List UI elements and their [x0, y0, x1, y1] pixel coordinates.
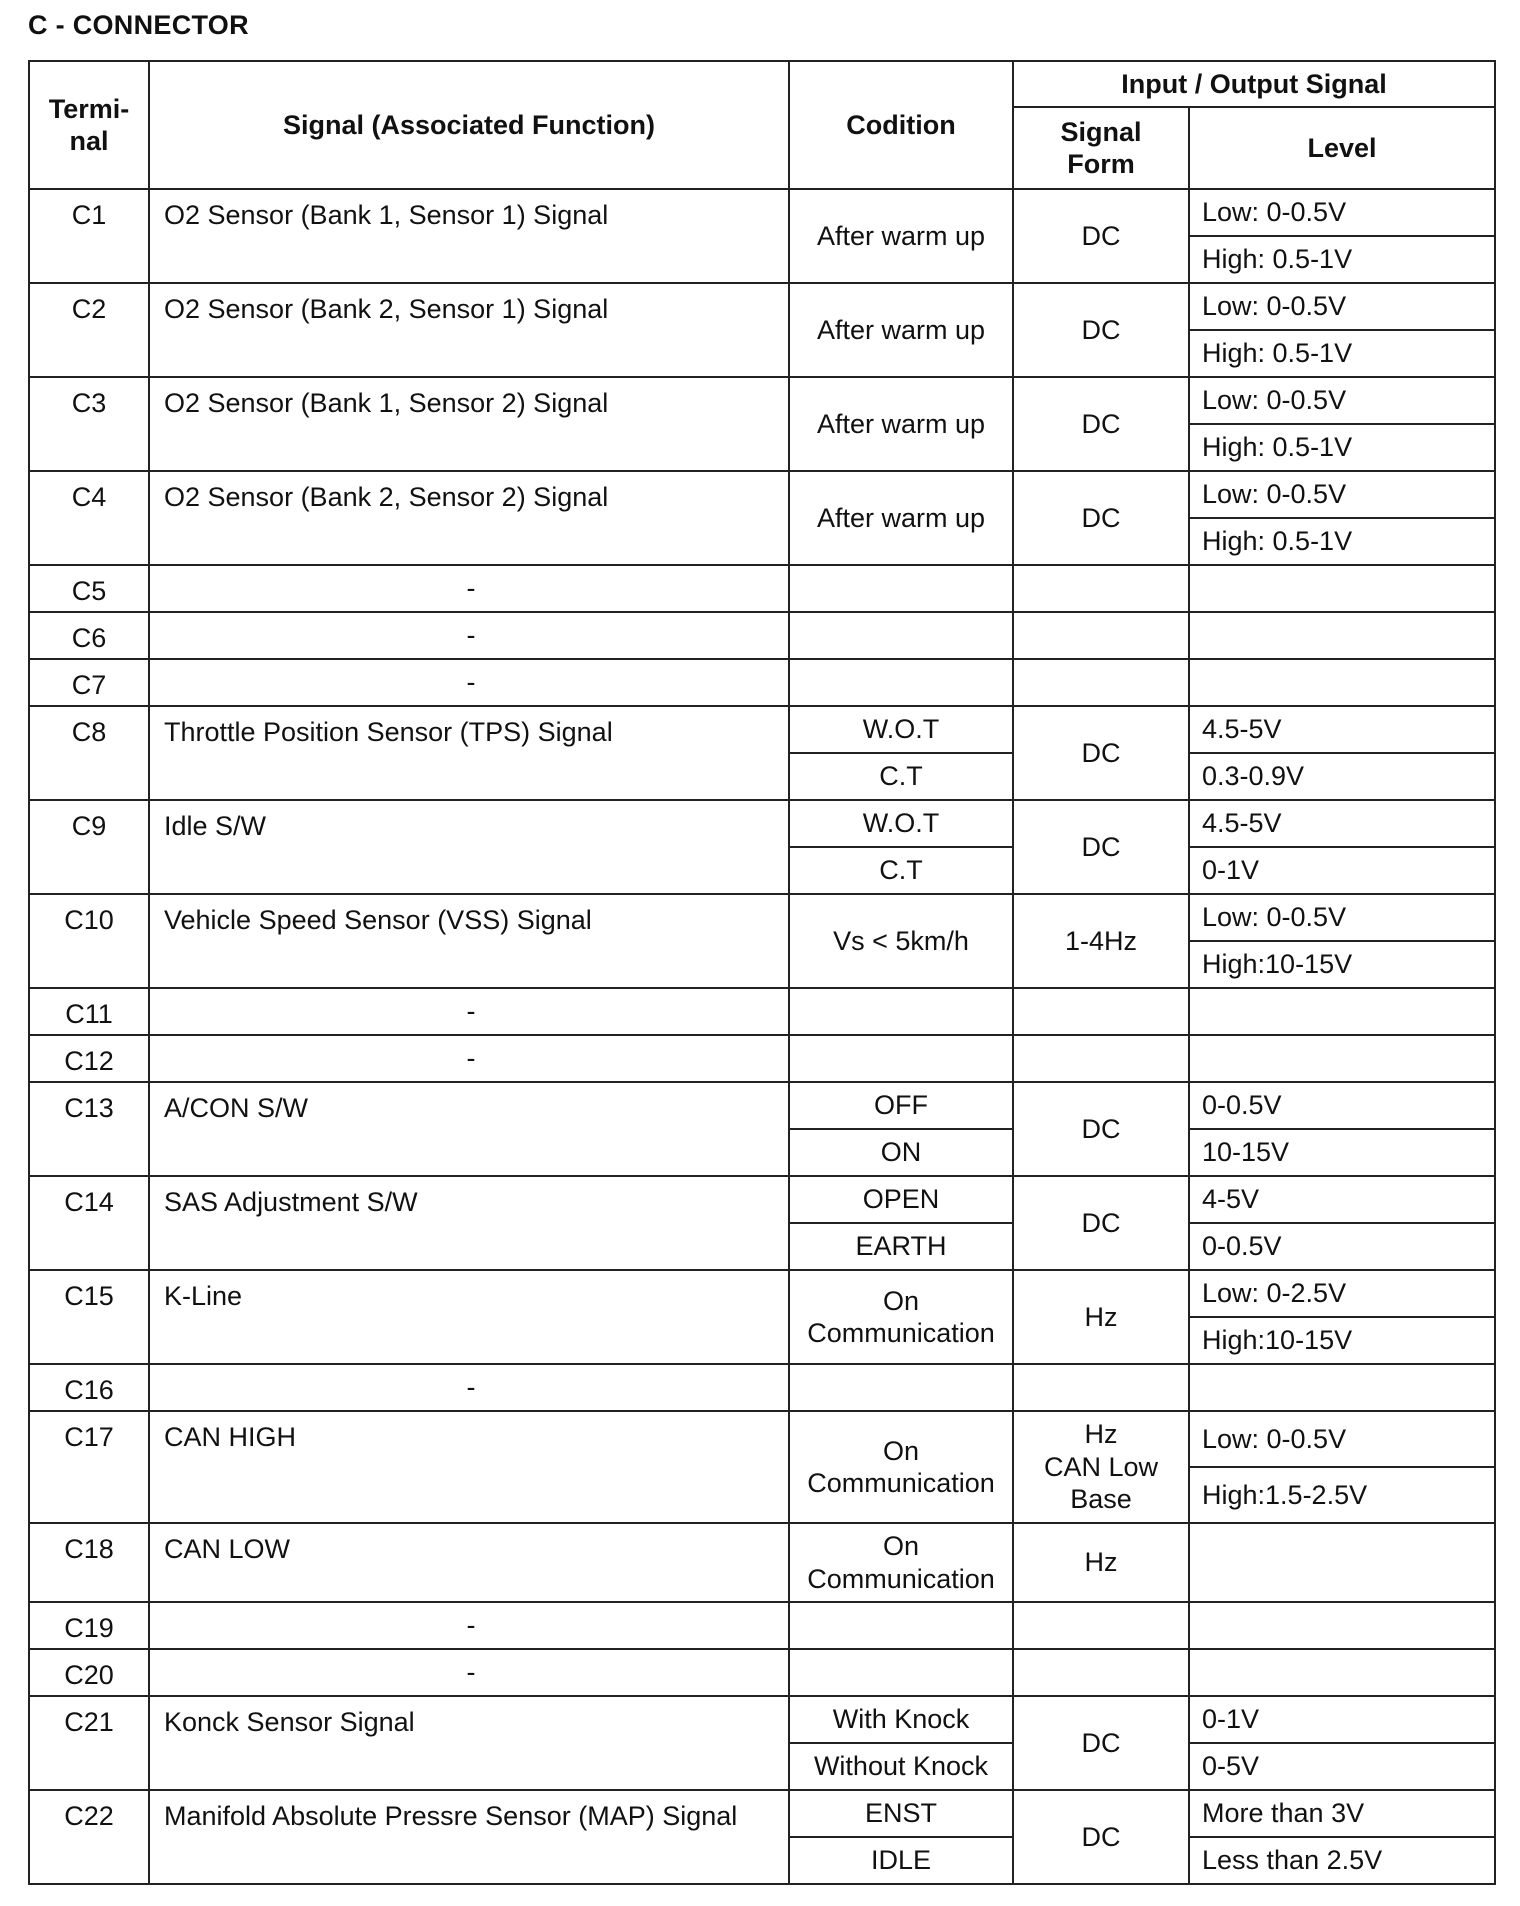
terminal-cell: C21	[29, 1696, 149, 1790]
signal-form-cell: Hz	[1013, 1270, 1189, 1364]
condition-cell: On Communication	[789, 1411, 1013, 1523]
table-row	[29, 1082, 1495, 1129]
header-condition: Codition	[789, 61, 1013, 189]
table-row	[29, 1411, 1495, 1467]
signal-form-cell: DC	[1013, 1696, 1189, 1790]
header-terminal: Termi- nal	[29, 61, 149, 189]
level-cell: 0-5V	[1189, 1743, 1495, 1790]
signal-form-cell: Hz CAN Low Base	[1013, 1411, 1189, 1523]
condition-cell: ENST	[789, 1790, 1013, 1837]
signal-cell: K-Line	[149, 1270, 789, 1364]
connector-table	[28, 60, 1496, 1885]
signal-form-cell: DC	[1013, 1790, 1189, 1884]
terminal-cell: C8	[29, 706, 149, 800]
table-row	[29, 1523, 1495, 1602]
level-cell	[1189, 612, 1495, 659]
terminal-cell: C15	[29, 1270, 149, 1364]
signal-cell: O2 Sensor (Bank 1, Sensor 2) Signal	[149, 377, 789, 471]
signal-cell: Throttle Position Sensor (TPS) Signal	[149, 706, 789, 800]
header-io-signal: Input / Output Signal	[1013, 61, 1495, 107]
level-cell: High: 0.5-1V	[1189, 236, 1495, 283]
level-cell: Low: 0-0.5V	[1189, 377, 1495, 424]
terminal-cell: C16	[29, 1364, 149, 1411]
signal-form-cell: DC	[1013, 706, 1189, 800]
signal-cell: -	[149, 612, 789, 659]
condition-cell	[789, 1649, 1013, 1696]
table-row	[29, 894, 1495, 941]
table-row	[29, 612, 1495, 659]
terminal-cell: C10	[29, 894, 149, 988]
condition-cell	[789, 1035, 1013, 1082]
terminal-cell: C12	[29, 1035, 149, 1082]
table-row	[29, 377, 1495, 424]
signal-form-cell	[1013, 565, 1189, 612]
signal-form-cell	[1013, 1649, 1189, 1696]
condition-cell: Without Knock	[789, 1743, 1013, 1790]
condition-cell: After warm up	[789, 189, 1013, 283]
signal-cell: -	[149, 1649, 789, 1696]
level-cell: High:10-15V	[1189, 1317, 1495, 1364]
terminal-cell: C18	[29, 1523, 149, 1602]
signal-form-cell: DC	[1013, 471, 1189, 565]
table-row	[29, 988, 1495, 1035]
condition-cell	[789, 659, 1013, 706]
table-row	[29, 565, 1495, 612]
signal-form-cell	[1013, 659, 1189, 706]
condition-cell: After warm up	[789, 283, 1013, 377]
level-cell: Low: 0-0.5V	[1189, 471, 1495, 518]
level-cell: 0.3-0.9V	[1189, 753, 1495, 800]
signal-cell: O2 Sensor (Bank 2, Sensor 1) Signal	[149, 283, 789, 377]
table-row	[29, 283, 1495, 330]
condition-cell: C.T	[789, 753, 1013, 800]
condition-cell: ON	[789, 1129, 1013, 1176]
signal-cell: -	[149, 659, 789, 706]
condition-cell: Vs < 5km/h	[789, 894, 1013, 988]
table-row	[29, 1602, 1495, 1649]
signal-form-cell	[1013, 1602, 1189, 1649]
table-row	[29, 1270, 1495, 1317]
level-cell: High:10-15V	[1189, 941, 1495, 988]
terminal-cell: C6	[29, 612, 149, 659]
level-cell: 4.5-5V	[1189, 706, 1495, 753]
signal-cell: -	[149, 565, 789, 612]
terminal-cell: C17	[29, 1411, 149, 1523]
signal-cell: Idle S/W	[149, 800, 789, 894]
page-title: C - CONNECTOR	[28, 10, 249, 40]
condition-cell	[789, 612, 1013, 659]
table-row	[29, 1364, 1495, 1411]
level-cell: High: 0.5-1V	[1189, 330, 1495, 377]
terminal-cell: C7	[29, 659, 149, 706]
level-cell: Low: 0-2.5V	[1189, 1270, 1495, 1317]
condition-cell	[789, 988, 1013, 1035]
signal-cell: O2 Sensor (Bank 2, Sensor 2) Signal	[149, 471, 789, 565]
signal-form-cell: Hz	[1013, 1523, 1189, 1602]
signal-form-cell: DC	[1013, 377, 1189, 471]
level-cell: 0-1V	[1189, 847, 1495, 894]
level-cell: Low: 0-0.5V	[1189, 894, 1495, 941]
terminal-cell: C19	[29, 1602, 149, 1649]
level-cell: More than 3V	[1189, 1790, 1495, 1837]
level-cell	[1189, 565, 1495, 612]
level-cell: 4.5-5V	[1189, 800, 1495, 847]
table-row	[29, 800, 1495, 847]
terminal-cell: C4	[29, 471, 149, 565]
header-signal: Signal (Associated Function)	[149, 61, 789, 189]
level-cell	[1189, 1035, 1495, 1082]
level-cell: Less than 2.5V	[1189, 1837, 1495, 1884]
table-row	[29, 1790, 1495, 1837]
terminal-cell: C13	[29, 1082, 149, 1176]
signal-form-cell: DC	[1013, 283, 1189, 377]
table-row	[29, 659, 1495, 706]
condition-cell: After warm up	[789, 471, 1013, 565]
signal-cell: -	[149, 1364, 789, 1411]
condition-cell: W.O.T	[789, 706, 1013, 753]
signal-form-cell: DC	[1013, 1082, 1189, 1176]
condition-cell: EARTH	[789, 1223, 1013, 1270]
terminal-cell: C3	[29, 377, 149, 471]
condition-cell: After warm up	[789, 377, 1013, 471]
table-row	[29, 1696, 1495, 1743]
table-row	[29, 1649, 1495, 1696]
condition-cell: OPEN	[789, 1176, 1013, 1223]
header-signal-form: Signal Form	[1013, 107, 1189, 189]
table-row	[29, 706, 1495, 753]
level-cell	[1189, 988, 1495, 1035]
signal-cell: SAS Adjustment S/W	[149, 1176, 789, 1270]
signal-cell: O2 Sensor (Bank 1, Sensor 1) Signal	[149, 189, 789, 283]
signal-form-cell	[1013, 988, 1189, 1035]
terminal-cell: C1	[29, 189, 149, 283]
terminal-cell: C20	[29, 1649, 149, 1696]
signal-form-cell	[1013, 1035, 1189, 1082]
condition-cell: OFF	[789, 1082, 1013, 1129]
level-cell: 0-0.5V	[1189, 1082, 1495, 1129]
header-level: Level	[1189, 107, 1495, 189]
level-cell	[1189, 1649, 1495, 1696]
condition-cell: C.T	[789, 847, 1013, 894]
table-row	[29, 1035, 1495, 1082]
table-row	[29, 471, 1495, 518]
signal-cell: Manifold Absolute Pressre Sensor (MAP) Signal	[149, 1790, 789, 1884]
level-cell	[1189, 1602, 1495, 1649]
terminal-cell: C5	[29, 565, 149, 612]
table-row	[29, 1176, 1495, 1223]
level-cell	[1189, 1523, 1495, 1602]
signal-form-cell	[1013, 1364, 1189, 1411]
level-cell: 0-1V	[1189, 1696, 1495, 1743]
signal-cell: -	[149, 988, 789, 1035]
signal-form-cell: DC	[1013, 1176, 1189, 1270]
signal-cell: -	[149, 1602, 789, 1649]
condition-cell	[789, 1602, 1013, 1649]
table-row	[29, 189, 1495, 236]
condition-cell: On Communication	[789, 1270, 1013, 1364]
level-cell: Low: 0-0.5V	[1189, 1411, 1495, 1467]
condition-cell	[789, 1364, 1013, 1411]
signal-cell: CAN LOW	[149, 1523, 789, 1602]
terminal-cell: C9	[29, 800, 149, 894]
signal-cell: Konck Sensor Signal	[149, 1696, 789, 1790]
condition-cell	[789, 565, 1013, 612]
level-cell: Low: 0-0.5V	[1189, 189, 1495, 236]
terminal-cell: C14	[29, 1176, 149, 1270]
signal-cell: -	[149, 1035, 789, 1082]
signal-cell: Vehicle Speed Sensor (VSS) Signal	[149, 894, 789, 988]
level-cell: 4-5V	[1189, 1176, 1495, 1223]
terminal-cell: C22	[29, 1790, 149, 1884]
terminal-cell: C11	[29, 988, 149, 1035]
level-cell: High: 0.5-1V	[1189, 518, 1495, 565]
condition-cell: IDLE	[789, 1837, 1013, 1884]
level-cell	[1189, 1364, 1495, 1411]
level-cell: 10-15V	[1189, 1129, 1495, 1176]
level-cell: High: 0.5-1V	[1189, 424, 1495, 471]
signal-cell: A/CON S/W	[149, 1082, 789, 1176]
level-cell: Low: 0-0.5V	[1189, 283, 1495, 330]
condition-cell: W.O.T	[789, 800, 1013, 847]
level-cell: 0-0.5V	[1189, 1223, 1495, 1270]
signal-form-cell: DC	[1013, 189, 1189, 283]
signal-form-cell: 1-4Hz	[1013, 894, 1189, 988]
signal-form-cell: DC	[1013, 800, 1189, 894]
signal-form-cell	[1013, 612, 1189, 659]
condition-cell: With Knock	[789, 1696, 1013, 1743]
terminal-cell: C2	[29, 283, 149, 377]
level-cell: High:1.5-2.5V	[1189, 1467, 1495, 1523]
level-cell	[1189, 659, 1495, 706]
table-body	[29, 189, 1495, 1884]
condition-cell: On Communication	[789, 1523, 1013, 1602]
signal-cell: CAN HIGH	[149, 1411, 789, 1523]
